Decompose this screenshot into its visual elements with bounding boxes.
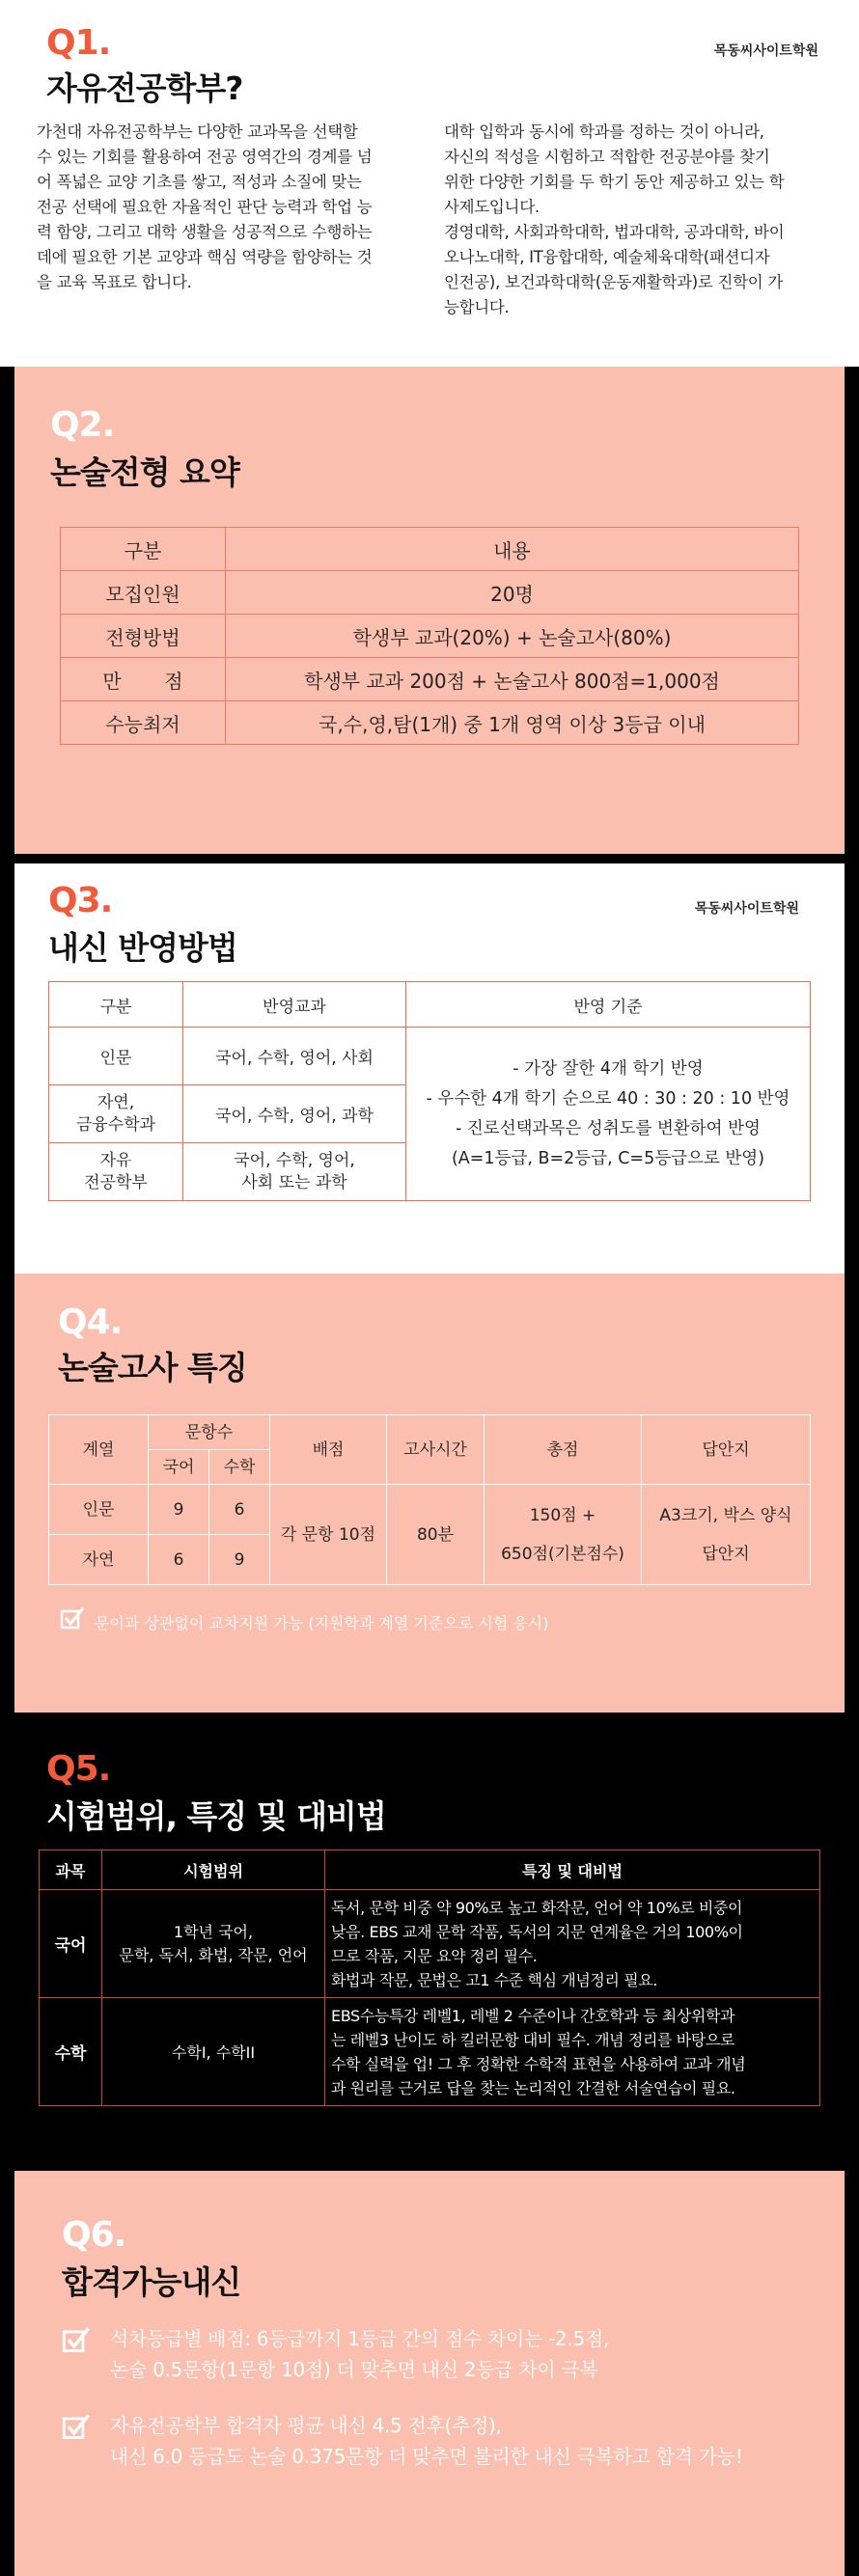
section-q4 xyxy=(0,1274,859,1713)
table-row xyxy=(40,1850,820,1890)
section-q6 xyxy=(0,2171,859,2576)
q2-value-cell: 학생부 교과(20%) + 논술고사(80%) xyxy=(226,615,799,658)
q5-subject-cell: 국어 xyxy=(40,1890,102,1998)
q2-value-cell: 내용 xyxy=(226,528,799,571)
q4-math-cell: 6 xyxy=(209,1485,270,1535)
q1-right-line: 위한 다양한 기회를 두 학기 동안 제공하고 있는 학 xyxy=(444,173,785,191)
q6-item-line: 자유전공학부 합격자 평균 내신 4.5 전후(추정), xyxy=(110,2414,502,2437)
q1-right-line: 경영대학, 사회과학대학, 법과대학, 공과대학, 바이 xyxy=(444,223,785,241)
q1-left-line: 가천대 자유전공학부는 다양한 교과목을 선택할 xyxy=(37,123,358,141)
q2-key-cell: 만 점 xyxy=(61,658,226,701)
q1-right-line: 오나노대학, IT융합대학, 예술체육대학(패션디자 xyxy=(444,248,770,266)
q4-korean-cell: 9 xyxy=(149,1485,209,1535)
section-q5 xyxy=(0,1713,859,2171)
q1-right-line: 자신의 적성을 시험하고 적합한 전공분야를 찾기 xyxy=(444,148,770,166)
q2-key-cell: 구분 xyxy=(61,528,226,571)
q2-value-cell: 20명 xyxy=(226,571,799,615)
table-row xyxy=(49,982,811,1028)
q5-title: 시험범위, 특징 및 대비법 xyxy=(46,1797,386,1835)
q4-note: 문이과 상관없이 교차지원 가능 (지원학과 계열 기준으로 시험 응시) xyxy=(95,1614,549,1632)
section-q2 xyxy=(0,367,859,854)
q5-feature-line: EBS수능특강 레벨1, 레벨 2 수준이나 간호학과 등 최상위학과 xyxy=(331,2006,735,2025)
q2-value-cell: 국,수,영,탐(1개) 중 1개 영역 이상 3등급 이내 xyxy=(226,701,799,745)
table-row xyxy=(49,1028,811,1085)
q2-title: 논술전형 요약 xyxy=(50,453,239,491)
q2-key-cell: 모집인원 xyxy=(61,571,226,615)
q4-number: Q4. xyxy=(58,1302,123,1342)
q5-subject-cell: 수학 xyxy=(40,1998,102,2106)
q4-title: 논술고사 특징 xyxy=(58,1349,247,1386)
q5-feature-line: 수학 실력을 업! 그 후 정확한 수학적 표현을 사용하여 교과 개념 xyxy=(331,2054,746,2073)
q5-feature-line: 는 레벨3 난이도 하 킬러문항 대비 필수. 개념 정리를 바탕으로 xyxy=(331,2030,734,2049)
table-row xyxy=(61,615,799,658)
q5-number: Q5. xyxy=(46,1749,111,1789)
q3-category-cell: 자연, 금융수학과 xyxy=(49,1085,183,1143)
q4-header-total: 총점 xyxy=(485,1415,642,1485)
q3-subject-cell: 국어, 수학, 영어, 과학 xyxy=(183,1085,406,1143)
q6-item-1 xyxy=(110,2323,609,2385)
q5-range-table xyxy=(39,1850,820,2106)
q3-category-cell: 자유 전공학부 xyxy=(49,1143,183,1201)
q5-header-cell: 시험범위 xyxy=(102,1850,325,1890)
q3-subject-cell: 국어, 수학, 영어, 사회 xyxy=(183,1028,406,1085)
q4-field-cell: 인문 xyxy=(49,1485,149,1535)
q5-feature-line: 낮음. EBS 교재 문학 작품, 독서의 지문 연계율은 거의 100%이 xyxy=(331,1922,743,1941)
q3-header-cell: 구분 xyxy=(49,982,183,1028)
q5-header-cell: 과목 xyxy=(40,1850,102,1890)
q1-title: 자유전공학부? xyxy=(46,69,243,107)
q5-range-cell: 1학년 국어, 문학, 독서, 화법, 작문, 언어 xyxy=(102,1890,325,1998)
q5-feature-cell xyxy=(325,1890,820,1998)
q1-left-line: 수 있는 기회를 활용하여 전공 영역간의 경계를 넘 xyxy=(37,148,373,166)
q6-title: 합격가능내신 xyxy=(62,2263,241,2301)
q4-header-sheet: 답안지 xyxy=(642,1415,811,1485)
q3-grading-table xyxy=(48,981,811,1201)
q3-header-cell: 반영 기준 xyxy=(406,982,811,1028)
q4-header-points: 배점 xyxy=(270,1415,387,1485)
checkbox-checked-icon xyxy=(60,1605,85,1631)
q1-right-line: 대학 입학과 동시에 학과를 정하는 것이 아니라, xyxy=(444,123,764,141)
table-row xyxy=(49,1485,811,1535)
q4-points-cell: 각 문항 10점 xyxy=(270,1485,387,1585)
q1-right-line: 인전공), 보건과학대학(운동재활학과)로 진학이 가 xyxy=(444,273,783,291)
q1-right-line: 능합니다. xyxy=(444,298,510,316)
q4-total-cell: 150점 + 650점(기본점수) xyxy=(485,1485,642,1585)
q4-exam-table xyxy=(48,1414,811,1585)
q5-feature-line: 독서, 문학 비중 약 90%로 높고 화작문, 언어 약 10%로 비중이 xyxy=(331,1898,743,1917)
table-row xyxy=(61,701,799,745)
table-row xyxy=(61,658,799,701)
q4-header-count: 문항수 xyxy=(149,1415,270,1450)
q1-left-paragraph xyxy=(37,120,432,295)
q4-sheet-cell: A3크기, 박스 양식 답안지 xyxy=(642,1485,811,1585)
section-q1 xyxy=(0,0,859,367)
q6-number: Q6. xyxy=(62,2215,126,2255)
frame-right xyxy=(845,863,859,1274)
table-row xyxy=(40,1890,820,1998)
q5-feature-line: 과 원리를 근거로 답을 찾는 논리적인 간결한 서술연습이 필요. xyxy=(331,2078,735,2097)
table-row xyxy=(61,571,799,615)
q1-left-line: 을 교육 목표로 합니다. xyxy=(37,273,192,291)
q2-number: Q2. xyxy=(50,405,115,445)
q4-field-cell: 자연 xyxy=(49,1535,149,1585)
q4-time-cell: 80분 xyxy=(387,1485,485,1585)
q6-item-line: 내신 6.0 등급도 논술 0.375문항 더 맞추면 불리한 내신 극복하고 합격 가능! xyxy=(110,2445,743,2468)
q3-subject-cell: 국어, 수학, 영어, 사회 또는 과학 xyxy=(183,1143,406,1201)
q3-criteria-line: (A=1등급, B=2등급, C=5등급으로 반영) xyxy=(451,1148,765,1168)
table-row xyxy=(61,528,799,571)
q4-math-cell: 9 xyxy=(209,1535,270,1585)
q3-criteria-line: - 우수한 4개 학기 순으로 40 : 30 : 20 : 10 반영 xyxy=(426,1088,790,1109)
q1-left-line: 어 폭넓은 교양 기초를 쌓고, 적성과 소질에 맞는 xyxy=(37,173,362,191)
q4-korean-cell: 6 xyxy=(149,1535,209,1585)
section-q3 xyxy=(0,863,859,1274)
table-row xyxy=(49,1415,811,1450)
q1-right-paragraph xyxy=(444,120,840,320)
q1-number: Q1. xyxy=(46,23,111,63)
q6-item-line: 석차등급별 배점: 6등급까지 1등급 간의 점수 차이는 -2.5점, xyxy=(110,2327,609,2350)
frame-right xyxy=(845,367,859,854)
q1-left-line: 력 함양, 그리고 대학 생활을 성공적으로 수행하는 xyxy=(37,223,373,241)
brand-label: 목동씨사이트학원 xyxy=(694,901,799,917)
q4-header-korean: 국어 xyxy=(149,1450,209,1485)
q6-item-2 xyxy=(110,2410,743,2472)
q4-header-time: 고사시간 xyxy=(387,1415,485,1485)
q3-title: 내신 반영방법 xyxy=(48,929,237,967)
q5-feature-line: 화법과 작문, 문법은 고1 수준 핵심 개념정리 필요. xyxy=(331,1970,658,1989)
q5-header-cell: 특징 및 대비법 xyxy=(325,1850,820,1890)
frame-left xyxy=(0,863,14,1274)
q2-value-cell: 학생부 교과 200점 + 논술고사 800점=1,000점 xyxy=(226,658,799,701)
q3-criteria-line: - 진로선택과목은 성취도를 변환하여 반영 xyxy=(456,1118,761,1138)
q3-number: Q3. xyxy=(48,881,113,920)
frame-left xyxy=(0,367,14,854)
black-divider xyxy=(0,854,859,863)
q3-category-cell: 인문 xyxy=(49,1028,183,1085)
frame-left xyxy=(0,1274,14,1713)
checkbox-checked-icon xyxy=(62,2325,91,2354)
q3-criteria-line: - 가장 잘한 4개 학기 반영 xyxy=(513,1058,704,1079)
q5-range-cell: 수학I, 수학II xyxy=(102,1998,325,2106)
q5-feature-cell xyxy=(325,1998,820,2106)
q2-key-cell: 수능최저 xyxy=(61,701,226,745)
q1-left-line: 전공 선택에 필요한 자율적인 판단 능력과 학업 능 xyxy=(37,198,373,216)
q4-header-field: 계열 xyxy=(49,1415,149,1485)
q5-feature-line: 므로 작품, 지문 요약 정리 필수. xyxy=(331,1946,538,1965)
q1-left-line: 데에 필요한 기본 교양과 핵심 역량을 함양하는 것 xyxy=(37,248,373,266)
q2-key-cell: 전형방법 xyxy=(61,615,226,658)
frame-right xyxy=(845,2171,859,2576)
table-row xyxy=(40,1998,820,2106)
frame-right xyxy=(845,1274,859,1713)
q3-criteria-cell xyxy=(406,1028,811,1201)
brand-label: 목동씨사이트학원 xyxy=(713,43,818,59)
q1-right-line: 사제도입니다. xyxy=(444,198,540,216)
frame-left xyxy=(0,2171,14,2576)
q3-header-cell: 반영교과 xyxy=(183,982,406,1028)
q6-item-line: 논술 0.5문항(1문항 10점) 더 맞추면 내신 2등급 차이 극복 xyxy=(110,2358,598,2381)
q2-summary-table xyxy=(60,527,799,745)
q4-header-math: 수학 xyxy=(209,1450,270,1485)
checkbox-checked-icon xyxy=(62,2412,91,2441)
